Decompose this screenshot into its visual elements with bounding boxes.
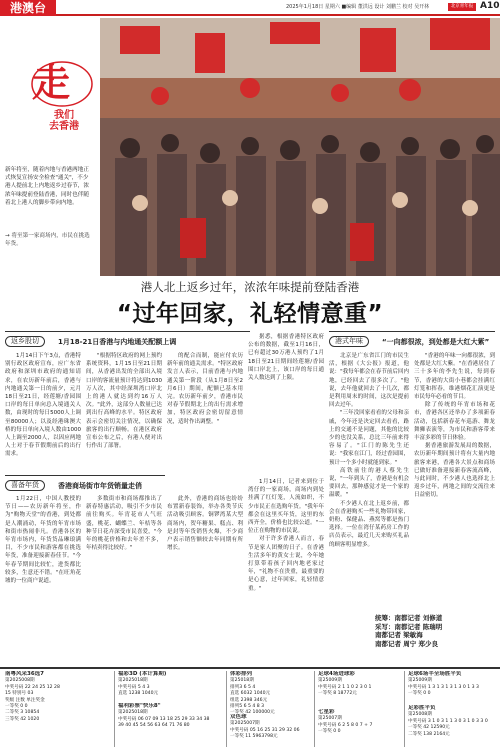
- article-column: 1月14日，记者来到位于湾仔的一家商场，商场内到处挂满了红灯笼，人流如织，不少市民正在选购年货。"我年年都会在这里买年货，这里的东西齐全，价格也比较公道。"一位正在购物的市民说。 对于许多香港人而言，春节是家人团聚的日子。在香港生活多年的黄女士说，今年她打算带着孩子回内地老家过年，"礼物不在贵重，最重要的是心意，过年回家，礼轻情意重。": [248, 479, 324, 592]
- article-column: 北京是广东省江门的市民生活，根据《大公报》报道，他说："我每年都会在春节前后回内地，已经回去了很多次了。"他说，去年他就回去了十几次，都是利用周末的时间，这次是提前回去过年。 "三年没回家看看的父母和亲戚，今年还是决定回去看看，路上的交通不是问题，其他的比较少的也没关系，总比三年前来得容易了。"江门的陈先生还说："我家在江门，经过香园围，预计一个多小时就能到家。" 高铁前往的港人蔡先生说，"一年到头了，香港是有机会要回去，那种感觉才是一个家的温暖。" 不少港人在北上返乡前，都会在香港购买一些礼物带回家，奶粉、保健品、燕窝等都是热门选择。一位在湾仔某药房工作的店员表示，最近几天来购买礼品的顾客明显增多。: [329, 353, 409, 548]
- photo-caption: → 将至第一家商场内，市民在挑选年货。: [5, 233, 90, 247]
- section-title: 港澳台: [0, 0, 56, 16]
- byline: 采写：南都记者 陈瑞明: [375, 622, 443, 631]
- byline: 南都记者 周宁 郑少良: [375, 639, 439, 648]
- article-column: "香港的年味一向都很浓，到处都是大红大紫。"在香港居住了三十多年的李先生说，每到春节，香港的大街小巷都会挂满红灯笼和挥春，维港烟花汇演更是市民每年必看的节目。 除了传统的年宵市场和花市，香港各区还举办了多项新春活动，包括新春花车巡游、舞龙舞狮表演等，为市民和游客带来丰富多彩的节日体验。 据香港旅游发展局的数据，农历新年期间预计将有大量内地旅客来港，香港各大景点和商场已做好准备迎接新春客流高峰，与此同时，不少港人也选择北上返乡过年，两地之间的交流往来日益密切。: [414, 353, 495, 499]
- section-tag: 港式年味: [329, 336, 369, 347]
- byline: 南都记者 梁敏海: [375, 631, 423, 639]
- lottery-box: 体彩排列 第25018期 排列3 6 5 4 直选 6032 1040元 组选 2398 346元 排列5 6 5 4 8 3 一等奖 42 100000元: [230, 671, 275, 716]
- page-number: A10: [480, 1, 500, 11]
- article-column: 据悉，根据香港特区政府公布的数据，截至1月16日，已有超过30万港人预约了1月18日至21日期间经莲塘/香园围口岸北上，该口岸的每日通关人数达到了上限。: [248, 334, 324, 382]
- section-heading: 1月18-21日香港与内地通关配额上调: [58, 338, 177, 346]
- lottery-box: 足彩胜平负 第25008期 中奖号码 3 1 0 3 1 1 3 0 3 1 0 3 3 0 一等奖 42 12590元 二等奖 138 2164元: [408, 705, 488, 737]
- section-heading: “一向都很浓，到处都是大红大紫”: [382, 338, 490, 346]
- section-tag: 返乡股切: [5, 336, 45, 347]
- intro-text: 新年将至，随着内地与香港两地正式恢复宣扬安全检查"通关"，不少港人提前北上内地返乡过春节，浓浓年味提前登陆香港，同时也伴随着北上港人的脚步带向内地。: [5, 167, 89, 206]
- article-column: 的配合而制，能应付农历新年前的通关需求。"特区政府发言人表示，目前香港与内地通关第一阶段（从1月8日至2月6日）期间，配额已基本用完。农历新年前夕，香港市民对春节假期北上的出行需求增加，特区政府会密切留意情况，适时作出调整。": [167, 353, 243, 425]
- divider: [314, 671, 315, 747]
- section-tag: 喜备年货: [5, 480, 45, 491]
- logo-sub: 我们 去香港: [49, 110, 79, 132]
- main-headline: “过年回家，礼轻情意重”: [116, 301, 384, 327]
- lottery-box: 足球4场进球彩 第25009期 中奖号码 2 1 1 0 2 3 0 1 一等奖 8 18772元: [318, 671, 372, 697]
- lottery-box: 南粤风采36选7 第2025008期 中奖号码 22 24 25 12 28 15 特别号 03 奖级 注数 单注奖金 一等奖 0 0 二等奖 3 10854 三等奖 42 1020: [5, 671, 60, 722]
- publication-badge: 北京青年报: [448, 3, 476, 11]
- divider: [226, 671, 227, 747]
- section-rule: [5, 475, 165, 476]
- byline: 统筹：南都记者 刘修道: [375, 614, 443, 622]
- article-column: 1月14日下午3点，香港特别行政区政府宣布，应广东省政府和深圳市政府的通知请求，在农历新年前后，香港与内地通关第一日的前夕，元月18日至21日，经莲塘/香园围口岸的每日单向总入境通关人数，由现时的每日5000人上调至80000人；以及经港珠澳大桥的每日单向入境人数由1000人上调至2000人，以因应两地人士对于春节假期前后的出行需求。: [5, 353, 81, 458]
- section-rule: [329, 331, 495, 332]
- news-photo: [100, 18, 500, 276]
- column-logo: [30, 52, 98, 142]
- article-column: 此外，香港的商场也纷纷布置新春装饰，举办各类节庆活动吸引顾客。铜锣湾某大型商场内，贺年糖果、糕点、利是封等年货销售火爆，不少商户表示销售额较去年同期有所增长。: [167, 496, 243, 552]
- lottery-box: 七星彩 第25007期 中奖号码 6 2 5 8 0 7 + 7 一等奖 0 0: [318, 709, 373, 735]
- article-column: 多数街市和商场都推出了新春特惠活动，吸引不少市民前往购买。年宵花市人气旺盛，桃花、蝴蝶兰、年桔等各种节日花卉深受市民喜爱，"今年的桃花价格和去年差不多，年桔卖得比较好。": [86, 496, 162, 552]
- lottery-box: 福彩3D (本计算期) 第2025018期 中奖号码 5 4 3 直选 1238 1040元: [118, 671, 167, 697]
- article-column: 1月22日，中国人教授的节日——农历新年将至，作为"购物天堂"的香港，到处都是人潮涌动，年货的年宵市场和街市热闹非凡。香港各区的年宵市场内，年货货品琳琅满目，不少市民和游客都在挑选年货，准备迎接新春佳节。"今年春节期间比较忙，进货都比较多，生意还不错。"在旺角花墟的一位商户说道。: [5, 496, 81, 585]
- byline-block: [375, 614, 495, 648]
- lottery-box: 足球6场半全场胜平负 第25009期 中奖号码 1 3 1 3 1 3 1 3 0 1 3 3 一等奖 0 0: [408, 671, 479, 697]
- headline-kicker: 港人北上返乡过年，浓浓年味提前登陆香港: [140, 280, 360, 294]
- date-line: 2025年1月18日 星期六 ■编辑 董洪远 设计 刘鹏兰 校对 吴开林: [286, 4, 430, 10]
- divider: [114, 671, 115, 747]
- section-rule: [5, 331, 250, 332]
- section-heading: 香港商场街市年货销量走俏: [58, 482, 142, 490]
- divider: [404, 671, 405, 747]
- logo-char: 走: [32, 60, 71, 105]
- article-column: "根据特区政府的网上预约系统资料，1月15日至21日期间，从香港出发的全部出入境口岸的客流量预计将达到1030万人次，其中经深圳湾口岸北上的港人就达到约16万人次。"此外，这部分人数量已达到出行高峰的水平。特区政府表示会密切关注情况，以确保旅客的出行顺畅。在港区政府宣布公布之后，有港人便对出行作出了部署。: [86, 353, 162, 450]
- lottery-box: 双色球 第2025007期 中奖号码 05 16 25 31 29 32 06 一等奖 11 5963798元: [230, 714, 300, 740]
- lottery-box: 福利彩票"快乐8" 第2025018期 中奖号码 06 07 09 13 18 25 29 33 34 38 39 40 45 54 56 63 64 71 76 80: [118, 703, 210, 729]
